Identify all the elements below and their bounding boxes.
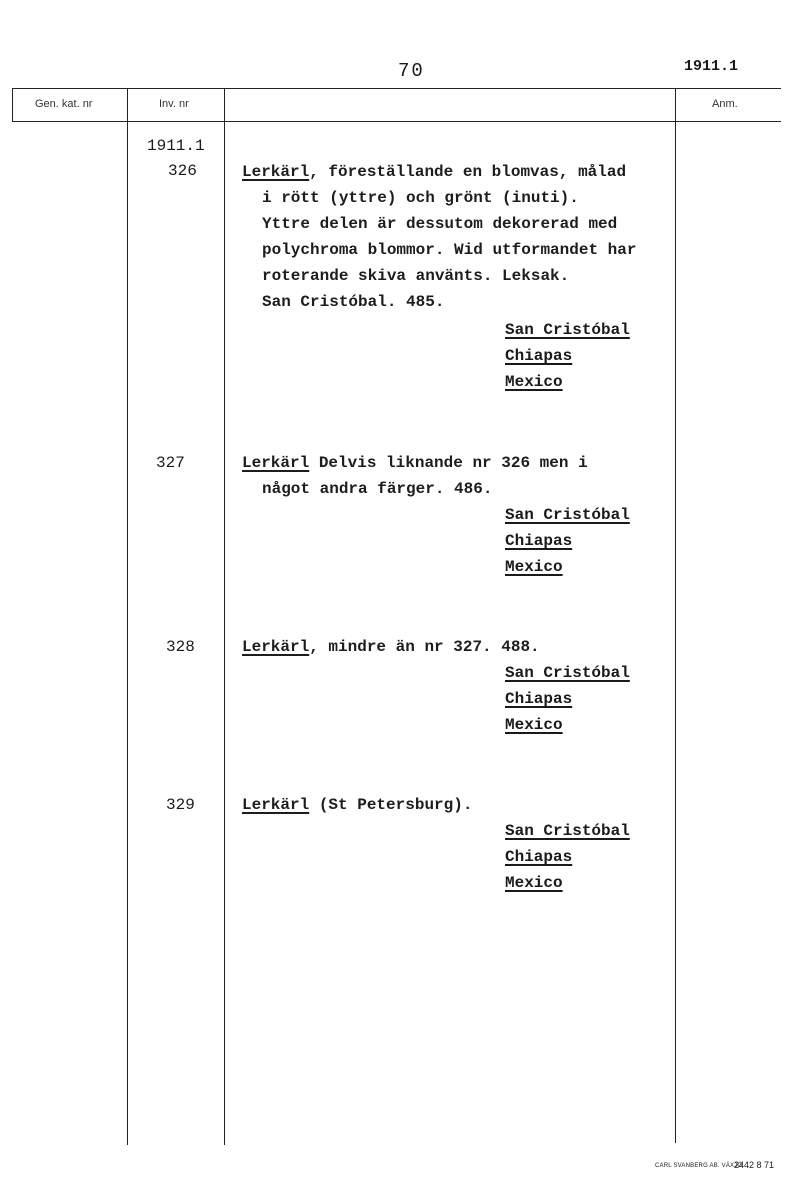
location-place: San Cristóbal xyxy=(505,321,630,339)
location-country: Mexico xyxy=(505,373,563,391)
entry-line: San Cristóbal. 485. xyxy=(262,293,445,311)
left-border xyxy=(12,88,13,122)
entry-line: , föreställande en blomvas, målad xyxy=(309,163,627,181)
entry-line: , mindre än nr 327. 488. xyxy=(309,638,540,656)
column-header-anm: Anm. xyxy=(712,98,738,110)
inv-number: 328 xyxy=(166,638,195,656)
printer-imprint: CARL SVANBERG AB. VÄXJÖ xyxy=(655,1163,743,1169)
entry-term: Lerkärl xyxy=(242,454,310,472)
entry-first-line xyxy=(242,638,540,656)
entry-line: något andra färger. 486. xyxy=(262,480,493,498)
entry-line: (St Petersburg). xyxy=(309,796,473,814)
location-country: Mexico xyxy=(505,874,563,892)
location-state: Chiapas xyxy=(505,532,573,550)
location-state: Chiapas xyxy=(505,848,573,866)
entry-first-line xyxy=(242,163,626,181)
entry-first-line xyxy=(242,796,472,814)
entry-term: Lerkärl xyxy=(242,638,310,656)
column-divider-anm xyxy=(675,88,676,1143)
inv-number: 327 xyxy=(156,454,185,472)
column-header-gen-kat: Gen. kat. nr xyxy=(35,98,93,110)
form-number: 2442 8 71 xyxy=(734,1160,775,1170)
column-divider-inv xyxy=(224,88,225,1145)
location-country: Mexico xyxy=(505,558,563,576)
page-number: 70 xyxy=(398,60,425,82)
location-state: Chiapas xyxy=(505,347,573,365)
location-place: San Cristóbal xyxy=(505,664,630,682)
entry-term: Lerkärl xyxy=(242,796,310,814)
entry-line: polychroma blommor. Wid utformandet har xyxy=(262,241,637,259)
inv-number: 326 xyxy=(168,162,197,180)
column-header-inv: Inv. nr xyxy=(159,98,189,110)
location-place: San Cristóbal xyxy=(505,822,630,840)
year-in-column: 1911.1 xyxy=(147,137,205,155)
entry-line: i rött (yttre) och grönt (inuti). xyxy=(262,189,579,207)
location-state: Chiapas xyxy=(505,690,573,708)
location-country: Mexico xyxy=(505,716,563,734)
entry-first-line xyxy=(242,454,588,472)
inv-number: 329 xyxy=(166,796,195,814)
entry-term: Lerkärl xyxy=(242,163,310,181)
entry-line: roterande skiva använts. Leksak. xyxy=(262,267,570,285)
entry-line: Delvis liknande nr 326 men i xyxy=(309,454,588,472)
year-code: 1911.1 xyxy=(684,58,739,75)
entry-line: Yttre delen är dessutom dekorerad med xyxy=(262,215,618,233)
location-place: San Cristóbal xyxy=(505,506,630,524)
column-divider-gen xyxy=(127,88,128,1145)
